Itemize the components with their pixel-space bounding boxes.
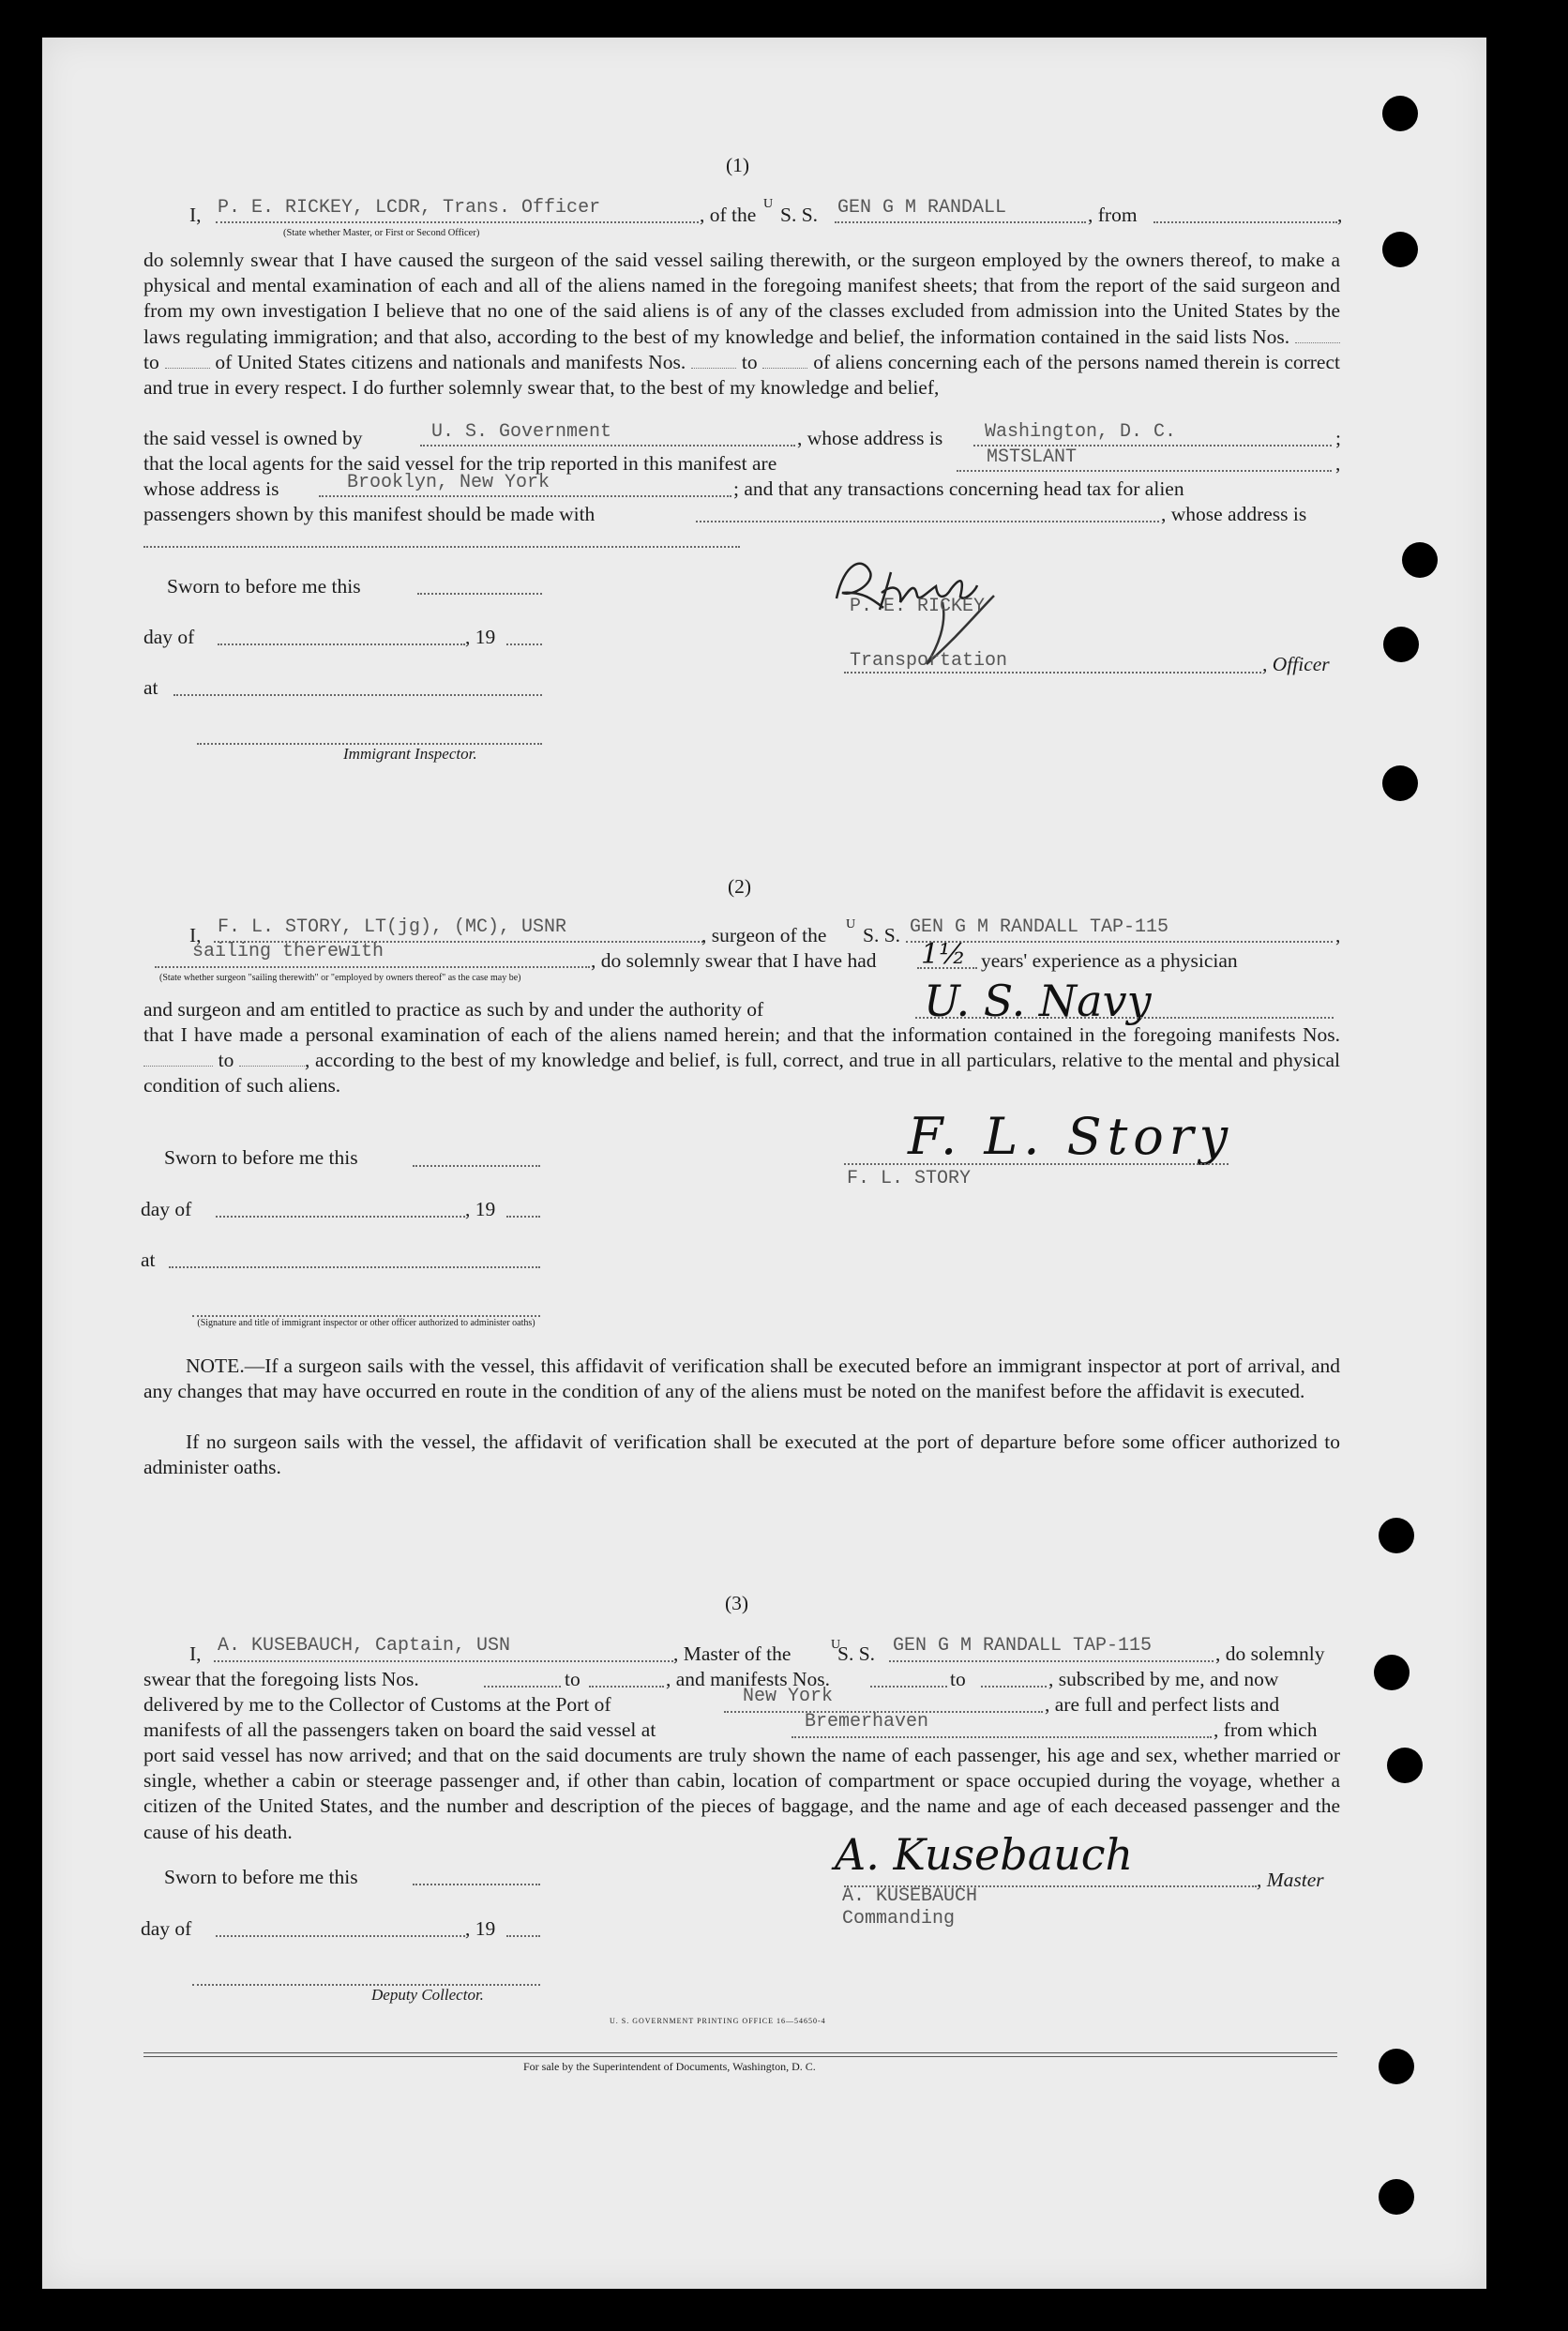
inspector-caption: Immigrant Inspector. [343, 745, 477, 763]
of-the-label: , of the [700, 204, 757, 226]
signature-kusebauch: A. Kusebauch [835, 1829, 1134, 1880]
from-which-label: , from which [1214, 1718, 1318, 1741]
binder-hole [1379, 2179, 1414, 2215]
surgeon-caption: (State whether surgeon "sailing therewith" or "employed by owners thereof" as the case may be) [159, 973, 521, 983]
at-label: at [143, 676, 158, 699]
us-mark: U [763, 197, 774, 211]
ss-label: S. S. [863, 924, 901, 946]
officer-suffix: , Officer [1262, 653, 1330, 675]
manifests-all-label: manifests of all the passengers taken on board the said vessel at [143, 1718, 656, 1741]
authority-label: and surgeon and am entitled to practice as such by and under the authority of [143, 998, 764, 1021]
binder-hole [1379, 1518, 1414, 1553]
typed-title: Commanding [842, 1908, 956, 1930]
passengers-label: passengers shown by this manifest should be made with [143, 503, 596, 525]
printing-office-imprint: U. S. GOVERNMENT PRINTING OFFICE 16—54650-4 [610, 2017, 826, 2025]
whose-address-end: , whose address is [1161, 503, 1307, 525]
note-paragraph: NOTE.—If a surgeon sails with the vessel, this affidavit of verification shall be executed before an immigrant inspector at port of arrival, and any changes that may have occurred en route in the condition of any of the aliens must be noted on the manifest before the affidavit is executed. [143, 1355, 1340, 1403]
typed-signer: F. L. STORY [847, 1168, 972, 1189]
to-label: to [565, 1668, 580, 1690]
comma: , [1335, 452, 1341, 475]
semicolon: ; [1335, 427, 1341, 449]
subscribed-label: , subscribed by me, and now [1048, 1668, 1279, 1690]
typed-signer: P. E. RICKEY [850, 596, 986, 617]
inspector-caption: (Signature and title of immigrant inspector or other officer authorized to administer oaths) [197, 1318, 535, 1328]
sworn-label: Sworn to before me this [164, 1866, 358, 1888]
day-of-label: day of [143, 626, 195, 648]
note-paragraph-2: If no surgeon sails with the vessel, the affidavit of verification shall be executed at the port of departure before some officer authorized to administer oaths. [143, 1430, 1340, 1479]
signature-story: F. L. Story [908, 1107, 1234, 1166]
swear-lists-label: swear that the foregoing lists Nos. [143, 1668, 419, 1690]
full-perfect-label: , are full and perfect lists and [1045, 1693, 1280, 1716]
binder-hole [1383, 627, 1419, 662]
section-number: (1) [726, 154, 750, 176]
whose-address-label: , whose address is [797, 427, 943, 449]
section-number: (2) [728, 875, 752, 898]
master-of-the-label: , Master of the [673, 1642, 792, 1665]
solemnly-label: , do solemnly [1215, 1642, 1325, 1665]
officer-name: P. E. RICKEY, LCDR, Trans. Officer [218, 197, 601, 219]
oath-line-i: I, [189, 204, 202, 226]
swear-had-label: , do solemnly swear that I have had [591, 949, 877, 972]
us-mark: U [846, 917, 856, 931]
owned-by-label: the said vessel is owned by [143, 427, 363, 449]
binder-hole [1382, 765, 1418, 801]
vessel-name: GEN G M RANDALL TAP-115 [910, 916, 1169, 938]
signer-title: Transportation [850, 650, 1008, 672]
binder-hole [1379, 2049, 1414, 2084]
surgeon-status: sailing therewith [192, 941, 384, 962]
binder-hole [1387, 1748, 1423, 1783]
binder-hole [1374, 1655, 1410, 1690]
section-number: (3) [725, 1592, 749, 1614]
master-suffix: , Master [1257, 1869, 1324, 1891]
vessel-name: GEN G M RANDALL [837, 197, 1007, 219]
year-label: , 19 [465, 1917, 496, 1940]
oath-line-i: I, [189, 1642, 202, 1665]
for-sale-footer: For sale by the Superintendent of Documents, Washington, D. C. [523, 2060, 816, 2073]
years-exp-label: years' experience as a physician [981, 949, 1238, 972]
typed-signer: A. KUSEBAUCH [842, 1885, 978, 1907]
binder-hole [1402, 542, 1438, 578]
collector-caption: Deputy Collector. [371, 1986, 484, 2004]
agents-label: that the local agents for the said vessel for the trip reported in this manifest are [143, 452, 777, 475]
day-of-label: day of [141, 1917, 192, 1940]
owner-address: Washington, D. C. [985, 421, 1177, 443]
at-label: at [141, 1249, 156, 1271]
sworn-label: Sworn to before me this [167, 575, 361, 598]
delivered-label: delivered by me to the Collector of Customs at the Port of [143, 1693, 611, 1716]
surgeon-paragraph: that I have made a personal examination of each of the aliens named herein; and that the information contained in the foregoing manifests Nos. to , according to the best of my knowledge and belief, is full, correct, and true in all particulars, relative to the mental and physical condition of such aliens. [143, 1023, 1341, 1097]
to-label: to [950, 1668, 966, 1690]
port-of-departure: Bremerhaven [805, 1711, 929, 1733]
comma: , [1335, 924, 1341, 946]
sworn-label: Sworn to before me this [164, 1146, 358, 1169]
surgeon-of-the-label: , surgeon of the [701, 924, 827, 946]
local-agents: MSTSLANT [987, 447, 1078, 468]
authority-value: U. S. Navy [924, 976, 1152, 1026]
ss-label: S. S. [837, 1642, 876, 1665]
and-manifests-label: , and manifests Nos. [666, 1668, 830, 1690]
years-experience: 1½ [921, 938, 967, 971]
officer-caption: (State whether Master, or First or Second Officer) [283, 228, 480, 238]
comma: , [1337, 204, 1343, 226]
oath-line-i: I, [189, 924, 202, 946]
agents-address: Brooklyn, New York [347, 472, 550, 493]
master-name: A. KUSEBAUCH, Captain, USN [218, 1635, 511, 1657]
oath-paragraph-1: do solemnly swear that I have caused the surgeon of the said vessel sailing therewith, or the surgeon employed by the owners thereof, to make a physical and mental examination of each and all of the aliens named in the foregoing manifest sheets; that from the report of the said surgeon and from my own investigation I believe that no one of the said aliens is of any of the classes excluded from admission into the United States by the laws regulating immigration; and that also, according to the best of my knowledge and belief, the information contained in the said lists Nos. to of United States citizens and nationals and manifests Nos. to of aliens concerning each of the persons named therein is correct and true in every respect. I do further solemnly swear that, to the best of my knowledge and belief, [143, 249, 1340, 400]
ss-label: S. S. [780, 204, 819, 226]
master-paragraph: port said vessel has now arrived; and that on the said documents are truly shown the name of each passenger, his age and sex, whether married or single, whether a cabin or steerage passenger and, if other than cabin, location of compartment or space occupied during the voyage, whether a citizen of the United States, and the number and description of the pieces of baggage, and the name and age of each deceased passenger and the cause of his death. [143, 1744, 1340, 1843]
from-label: , from [1088, 204, 1138, 226]
head-tax-text: ; and that any transactions concerning head tax for alien [733, 477, 1184, 500]
vessel-name: GEN G M RANDALL TAP-115 [893, 1635, 1153, 1657]
day-of-label: day of [141, 1198, 192, 1220]
us-mark: U [831, 1638, 841, 1652]
binder-hole [1382, 232, 1418, 267]
whose-address-label: whose address is [143, 477, 279, 500]
year-label: , 19 [465, 1198, 496, 1220]
surgeon-name: F. L. STORY, LT(jg), (MC), USNR [218, 916, 567, 938]
port-of-arrival: New York [743, 1686, 834, 1707]
year-label: , 19 [465, 626, 496, 648]
binder-hole [1382, 96, 1418, 131]
vessel-owner: U. S. Government [431, 421, 612, 443]
